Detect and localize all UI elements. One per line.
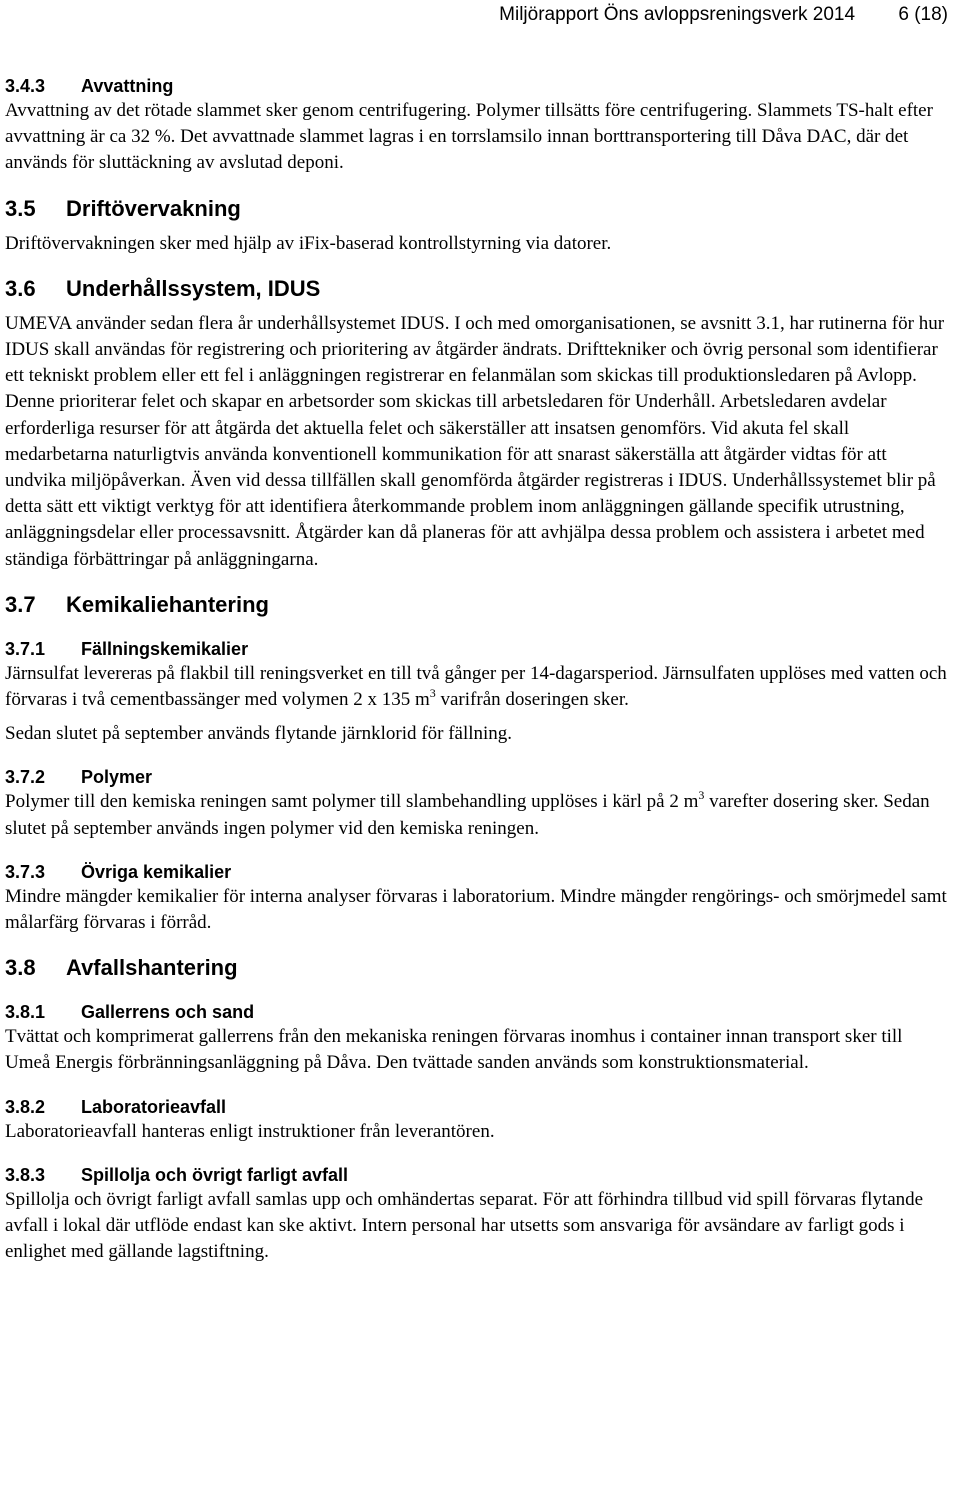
section-number: 3.8 [5,955,36,981]
section-number: 3.8.2 [5,1096,46,1117]
section-heading-3-7-3 [5,860,949,884]
superscript-unit: 3 [429,686,436,701]
section-number: 3.7 [5,591,36,617]
section-number: 3.8.3 [5,1164,46,1185]
section-number: 3.7.3 [5,861,46,882]
section-heading-3-8-2 [5,1095,949,1119]
paragraph-ovriga-kemikalier: Mindre mängder kemikalier för interna analyser förvaras i laboratorium. Mindre mängder rengörings- och smörjmedel samt målarfärg förvaras i förråd. [5,885,947,934]
section-title: Övriga kemikalier [81,861,232,882]
paragraph-fallningskemikalier [5,661,949,713]
text-part: varefter dosering sker. Sedan slutet på september används ingen polymer vid den kemiska reningen. [5,791,930,839]
section-heading-3-7-2 [5,765,949,789]
section-title: Laboratorieavfall [81,1096,227,1117]
paragraph-underhallssystem: UMEVA använder sedan flera år underhållsystemet IDUS. I och med omorganisationen, se avsnitt 3.1, har rutinerna för hur IDUS skall användas för registrering och prioritering av åtgärder ändrats. Drifttekniker och övrig personal som identifierar ett tekniskt problem eller ett fel i anläggningen registrerar en felanmälan som skickas till produktionsledaren på Avlopp. Denne prioriterar felet och skapar en arbetsorder som skickas till arbetsledaren för Underhåll. Arbetsledaren avdelar erforderliga resurser för att åtgärda det aktuella felet och säkerställer att insatsen genomförs. Vid akuta fel skall medarbetarna naturligtvis använda konventionell kommunikation för att snarast säkerställa att åtgärder vidtas för att undvika miljöpåverkan. Även vid dessa tillfällen skall genomförda åtgärder registreras i IDUS. Underhållssystemet blir på detta sätt ett viktigt verktyg för att identifiera återkommande problem inom anläggningen gällande specifik utrustning, anläggningsdelar eller processavsnitt. Åtgärder kan då planeras för att avhjälpa dessa problem och assistera i arbetet med ständiga förbättringar på anläggningarna. [5,312,945,570]
section-title: Underhållssystem, IDUS [66,275,321,301]
section-heading-3-6 [5,275,949,303]
section-number: 3.7.1 [5,638,46,659]
section-number: 3.5 [5,195,36,221]
section-title: Avfallshantering [66,955,238,981]
section-number: 3.6 [5,275,36,301]
superscript-unit: 3 [698,788,705,803]
page-header [0,4,948,26]
section-heading-3-7-1 [5,637,949,661]
section-title: Gallerrens och sand [81,1002,255,1023]
document-body [5,74,949,1265]
paragraph-avvattning: Avvattning av det rötade slammet sker genom centrifugering. Polymer tillsätts före centrifugering. Slammets TS-halt efter avvattning är ca 32 %. Det avvattnade slammet lagras i en torrslamsilo innan borttransportering till Dåva DAC, där det används för sluttäckning av avslutad deponi. [5,100,933,174]
section-number: 3.8.1 [5,1002,46,1023]
section-number: 3.7.2 [5,767,46,788]
paragraph-laboratorieavfall: Laboratorieavfall hanteras enligt instruktioner från leverantören. [5,1120,495,1142]
report-title: Miljörapport Öns avloppsreningsverk 2014 [499,4,856,25]
paragraph-gallerrens: Tvättat och komprimerat gallerrens från den mekaniska reningen förvaras inomhus i container innan transport sker till Umeå Energis förbränningsanläggning på Dåva. Den tvättade sanden används som konstruktionsmaterial. [5,1026,903,1074]
section-heading-3-8-1 [5,1000,949,1024]
page-number: 6 (18) [898,4,948,25]
paragraph-driftovervakning: Driftövervakningen sker med hjälp av iFix-baserad kontrollstyrning via datorer. [5,232,612,254]
paragraph-jarnklorid: Sedan slutet på september används flytande järnklorid för fällning. [5,723,513,745]
section-title: Fällningskemikalier [81,638,249,659]
paragraph-spillolja: Spillolja och övrigt farligt avfall samlas upp och omhändertas separat. För att förhindra tillbud vid spill förvaras flytande avfall i lokal där utflöde endast kan ske aktivt. Intern personal har utsetts som ansvariga för avsändare av farligt gods i enlighet med gällande lagstiftning. [5,1188,924,1263]
section-title: Driftövervakning [66,195,241,221]
section-title: Avvattning [81,76,174,96]
section-title: Kemikaliehantering [66,591,269,617]
section-heading-3-8 [5,954,949,982]
section-title: Polymer [81,767,153,788]
text-part: varifrån doseringen sker. [435,689,629,711]
section-title: Spillolja och övrigt farligt avfall [81,1164,349,1185]
section-heading-3-4-3 [5,74,949,98]
text-part: Polymer till den kemiska reningen samt polymer till slambehandling upplöses i kärl på 2 m [5,791,699,813]
paragraph-polymer [5,789,949,841]
section-heading-3-5 [5,195,949,223]
section-number: 3.4.3 [5,76,46,96]
section-heading-3-7 [5,591,949,619]
section-heading-3-8-3 [5,1163,949,1187]
text-part: Järnsulfat levereras på flakbil till reningsverket en till två gånger per 14-dagarsperiod. Järnsulfaten upplöses med vatten och förvaras i två cementbassänger med volymen 2 x 135 m [5,662,947,711]
